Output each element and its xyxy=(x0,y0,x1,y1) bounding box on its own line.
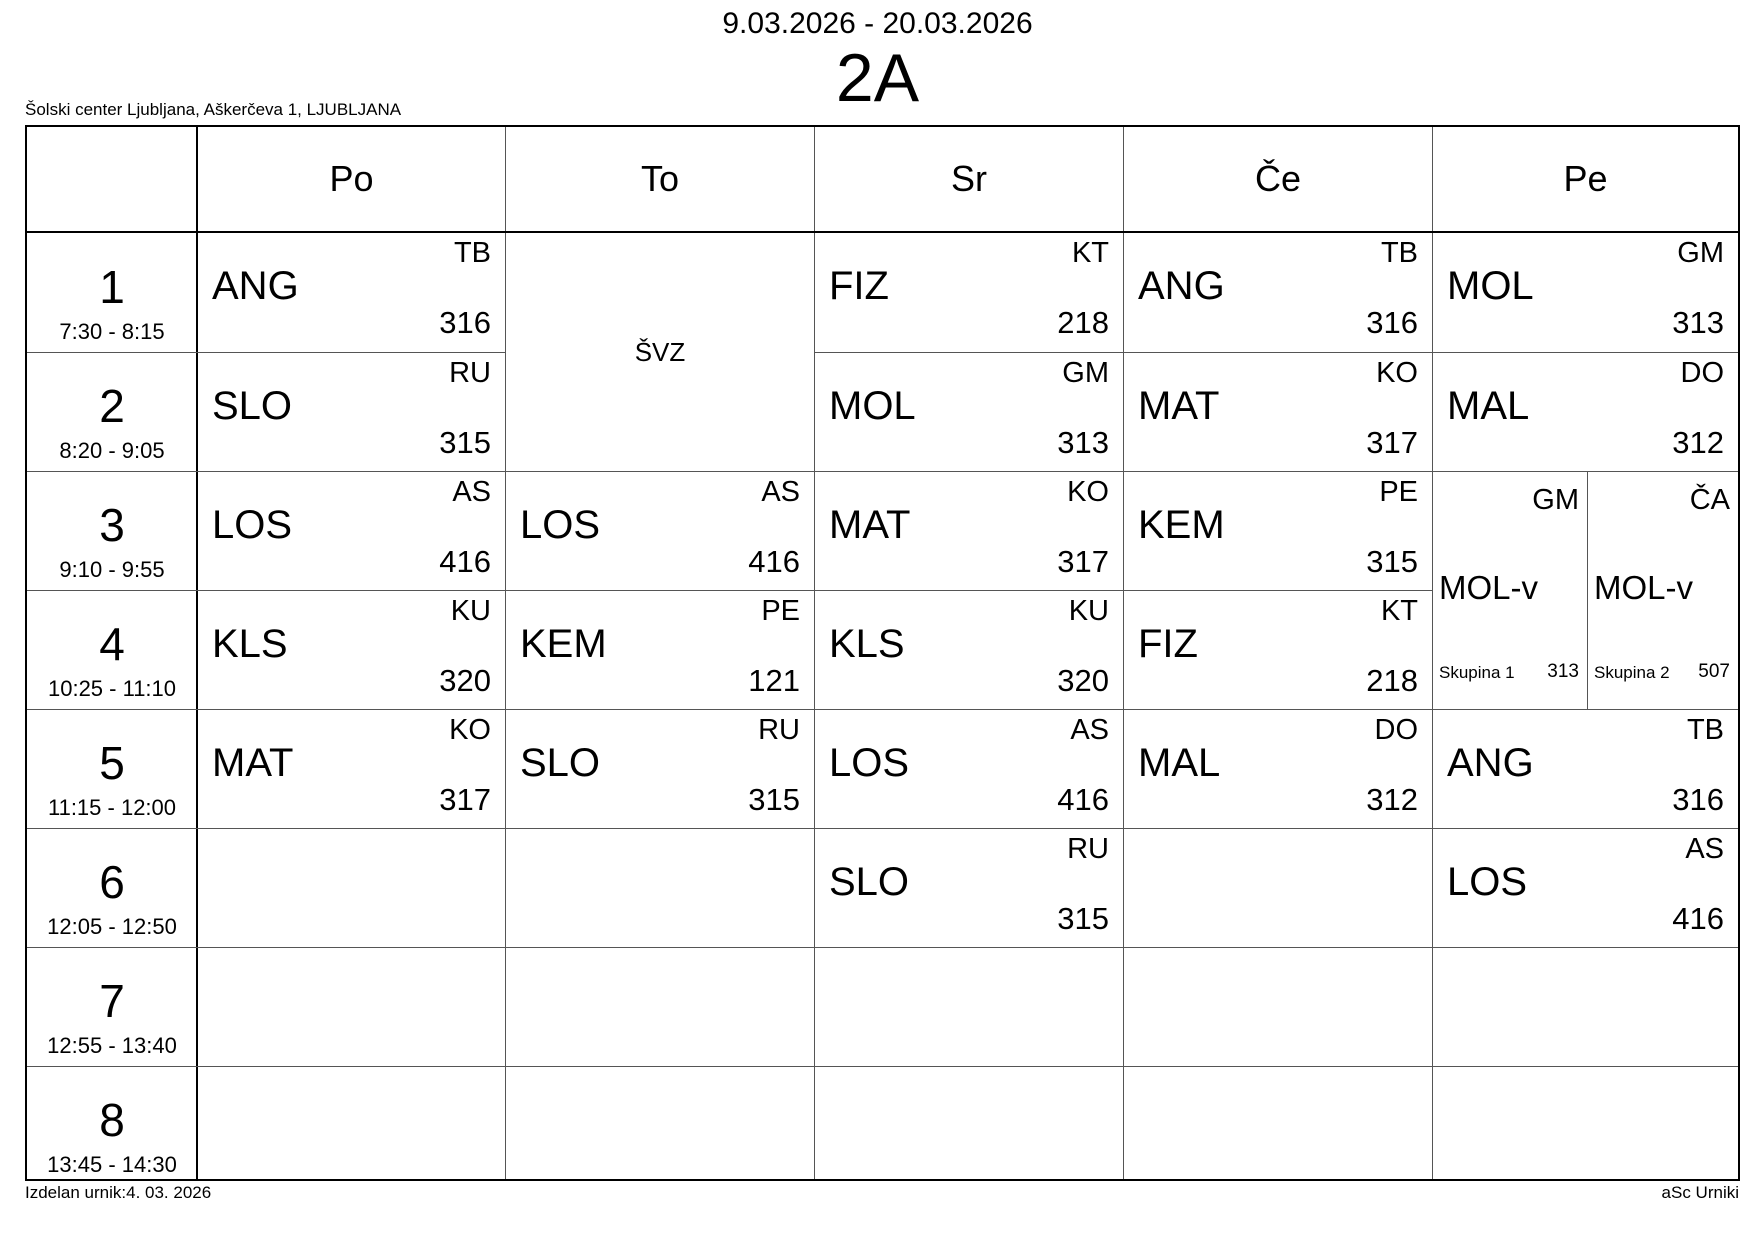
group-lesson-cell[interactable] xyxy=(1433,472,1588,709)
lesson-subject: LOS xyxy=(520,503,601,547)
lesson-teacher: TB xyxy=(453,237,491,269)
lesson-cell[interactable] xyxy=(1433,233,1738,352)
day-header-po: Po xyxy=(329,158,374,199)
lesson-teacher: KO xyxy=(1067,476,1109,508)
lesson-room: 316 xyxy=(1672,782,1724,817)
lesson-cell[interactable] xyxy=(815,472,1123,590)
lesson-cell[interactable] xyxy=(815,353,1123,471)
lesson-subject: MAL xyxy=(1447,384,1530,428)
lesson-subject: FIZ xyxy=(829,264,889,308)
lesson-teacher: KT xyxy=(1380,595,1418,627)
lesson-subject: MAL xyxy=(1138,741,1221,785)
period-range: 9.03.2026 - 20.03.2026 xyxy=(722,7,1033,40)
period-time: 10:25 - 11:10 xyxy=(47,676,177,701)
lesson-teacher: DO xyxy=(1680,357,1724,389)
lesson-cell[interactable] xyxy=(506,591,814,709)
lesson-subject: ANG xyxy=(212,264,299,308)
lesson-group: Skupina 2 xyxy=(1594,663,1670,682)
lesson-teacher: AS xyxy=(1685,833,1724,865)
lesson-teacher: AS xyxy=(761,476,800,508)
lesson-cell[interactable] xyxy=(815,233,1123,352)
lesson-room: 416 xyxy=(748,544,800,579)
lesson-room: 313 xyxy=(1057,425,1109,460)
lesson-room: 317 xyxy=(439,782,491,817)
lesson-subject: KLS xyxy=(829,622,905,666)
lesson-subject: ANG xyxy=(1447,741,1534,785)
period-number: 5 xyxy=(99,737,125,789)
lesson-teacher: AS xyxy=(452,476,491,508)
lesson-room: 313 xyxy=(1547,661,1579,682)
period-number: 3 xyxy=(99,499,125,551)
lesson-room: 316 xyxy=(1366,305,1418,340)
lesson-subject: LOS xyxy=(212,503,293,547)
lesson-cell[interactable] xyxy=(1433,829,1738,947)
lesson-room: 315 xyxy=(1366,544,1418,579)
lesson-teacher: GM xyxy=(1062,357,1109,389)
lesson-cell[interactable] xyxy=(1433,710,1738,828)
lesson-teacher: GM xyxy=(1532,484,1579,516)
lesson-room: 313 xyxy=(1672,305,1724,340)
period-number: 7 xyxy=(99,975,125,1027)
lesson-group: Skupina 1 xyxy=(1439,663,1515,682)
created-date: Izdelan urnik:4. 03. 2026 xyxy=(25,1183,212,1202)
lesson-cell[interactable] xyxy=(1124,353,1432,471)
lesson-room: 312 xyxy=(1672,425,1724,460)
lesson-subject: MOL-v xyxy=(1594,569,1693,606)
period-time: 13:45 - 14:30 xyxy=(47,1152,177,1177)
lesson-room: 416 xyxy=(1057,782,1109,817)
lesson-subject: MOL xyxy=(1447,264,1534,308)
software-credit: aSc Urniki xyxy=(1661,1183,1739,1202)
lesson-teacher: KU xyxy=(1068,595,1109,627)
lesson-teacher: PE xyxy=(761,595,800,627)
lesson-subject: MAT xyxy=(1138,384,1220,428)
period-number: 4 xyxy=(99,618,125,670)
lesson-teacher: KO xyxy=(1376,357,1418,389)
lesson-room: 315 xyxy=(748,782,800,817)
class-name: 2A xyxy=(835,40,920,116)
lesson-cell-double[interactable] xyxy=(506,233,814,471)
lesson-teacher: ČA xyxy=(1689,484,1730,516)
lesson-subject: KEM xyxy=(1138,503,1225,547)
lesson-subject: MOL xyxy=(829,384,916,428)
period-time: 9:10 - 9:55 xyxy=(59,557,165,582)
period-time: 8:20 - 9:05 xyxy=(59,438,165,463)
lesson-room: 315 xyxy=(439,425,491,460)
period-number: 1 xyxy=(99,261,125,313)
timetable-grid xyxy=(25,125,1740,1181)
lesson-cell[interactable] xyxy=(198,233,505,352)
lesson-teacher: TB xyxy=(1380,237,1418,269)
period-number: 6 xyxy=(99,856,125,908)
period-number: 8 xyxy=(99,1094,125,1146)
lesson-room: 317 xyxy=(1366,425,1418,460)
lesson-cell[interactable] xyxy=(815,829,1123,947)
day-header-ce: Če xyxy=(1254,158,1302,199)
lesson-room: 416 xyxy=(1672,901,1724,936)
lesson-teacher: RU xyxy=(1067,833,1109,865)
lesson-teacher: KT xyxy=(1071,237,1109,269)
lesson-room: 320 xyxy=(1057,663,1109,698)
lesson-cell[interactable] xyxy=(198,472,505,590)
period-number: 2 xyxy=(99,380,125,432)
lesson-room: 218 xyxy=(1057,305,1109,340)
lesson-teacher: GM xyxy=(1677,237,1724,269)
lesson-room: 416 xyxy=(439,544,491,579)
lesson-cell[interactable] xyxy=(1124,233,1432,352)
lesson-teacher: DO xyxy=(1374,714,1418,746)
lesson-subject: MAT xyxy=(212,741,294,785)
lesson-room: 218 xyxy=(1366,663,1418,698)
lesson-cell[interactable] xyxy=(506,710,814,828)
lesson-teacher: RU xyxy=(449,357,491,389)
lesson-cell[interactable] xyxy=(198,591,505,709)
lesson-cell[interactable] xyxy=(1124,710,1432,828)
lesson-subject: SLO xyxy=(212,384,293,428)
lesson-subject: MAT xyxy=(829,503,911,547)
lesson-room: 315 xyxy=(1057,901,1109,936)
lesson-room: 121 xyxy=(748,663,800,698)
lesson-subject: MOL-v xyxy=(1439,569,1538,606)
period-time: 7:30 - 8:15 xyxy=(59,319,165,344)
lesson-subject: KEM xyxy=(520,622,607,666)
lesson-room: 317 xyxy=(1057,544,1109,579)
lesson-cell[interactable] xyxy=(198,710,505,828)
lesson-cell[interactable] xyxy=(1124,472,1432,590)
period-time: 12:55 - 13:40 xyxy=(47,1033,177,1058)
period-time: 11:15 - 12:00 xyxy=(47,795,177,820)
lesson-special: ŠVZ xyxy=(634,337,686,367)
lesson-cell[interactable] xyxy=(815,710,1123,828)
lesson-room: 507 xyxy=(1698,661,1730,682)
group-lesson-cell[interactable] xyxy=(1588,472,1738,709)
lesson-teacher: TB xyxy=(1686,714,1724,746)
day-header-sr: Sr xyxy=(951,158,987,199)
lesson-teacher: AS xyxy=(1070,714,1109,746)
period-time: 12:05 - 12:50 xyxy=(47,914,177,939)
day-header-pe: Pe xyxy=(1563,158,1608,199)
lesson-cell[interactable] xyxy=(1124,591,1432,709)
lesson-teacher: RU xyxy=(758,714,800,746)
lesson-subject: SLO xyxy=(829,860,910,904)
lesson-cell[interactable] xyxy=(815,591,1123,709)
lesson-subject: ANG xyxy=(1138,264,1225,308)
lesson-subject: LOS xyxy=(829,741,910,785)
school-name: Šolski center Ljubljana, Aškerčeva 1, LJUBLJANA xyxy=(25,100,402,119)
lesson-teacher: KO xyxy=(449,714,491,746)
lesson-room: 312 xyxy=(1366,782,1418,817)
lesson-cell[interactable] xyxy=(1433,353,1738,471)
lesson-room: 316 xyxy=(439,305,491,340)
lesson-cell[interactable] xyxy=(198,353,505,471)
lesson-teacher: PE xyxy=(1379,476,1418,508)
lesson-subject: KLS xyxy=(212,622,288,666)
lesson-subject: FIZ xyxy=(1138,622,1198,666)
lesson-room: 320 xyxy=(439,663,491,698)
lesson-subject: LOS xyxy=(1447,860,1528,904)
lesson-cell[interactable] xyxy=(506,472,814,590)
lesson-subject: SLO xyxy=(520,741,601,785)
day-header-to: To xyxy=(640,158,680,199)
lesson-teacher: KU xyxy=(450,595,491,627)
